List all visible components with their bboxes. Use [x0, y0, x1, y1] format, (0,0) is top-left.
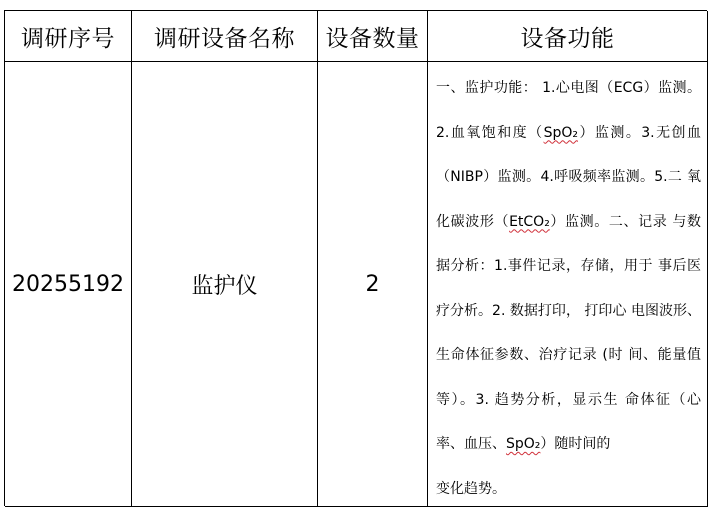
function-line: 与数据分析：1.事件记录，存储，用于	[436, 213, 702, 274]
function-line: 电图波形、生命体征参数、治疗记录 (时	[436, 302, 701, 363]
function-line: 一、监护功能： 1.心电图（ECG）监测。	[436, 80, 701, 96]
function-description	[436, 66, 701, 504]
cell-quantity: 2	[318, 62, 428, 507]
header-serial: 调研序号	[5, 11, 132, 62]
function-line: 命体征（心率、血压、SpO₂）随时间的	[436, 391, 702, 452]
cell-function	[428, 62, 708, 507]
cell-equipment-name: 监护仪	[132, 62, 318, 507]
header-function: 设备功能	[428, 11, 708, 62]
chemical-term: EtCO₂	[509, 213, 550, 230]
header-equipment-name: 调研设备名称	[132, 11, 318, 62]
chemical-term: SpO₂	[543, 124, 578, 141]
function-line: 事后医疗分析。2. 数据打印， 打印心	[436, 258, 702, 319]
function-line: 氧化碳波形（EtCO₂）监测。二、记录	[436, 169, 701, 230]
function-line: 2.血氧饱和度（SpO₂）监测。3.无创血	[436, 124, 702, 141]
function-line: 间、能量值等）。3. 趋势分析，显示生	[436, 347, 702, 408]
equipment-table	[4, 10, 707, 506]
chemical-term: SpO₂	[506, 436, 541, 452]
header-quantity: 设备数量	[318, 11, 428, 62]
function-line: 变化趋势。	[436, 480, 506, 497]
cell-serial: 20255192	[5, 62, 132, 507]
function-line: （NIBP）监测。4.呼吸频率监测。5.二	[436, 169, 683, 185]
